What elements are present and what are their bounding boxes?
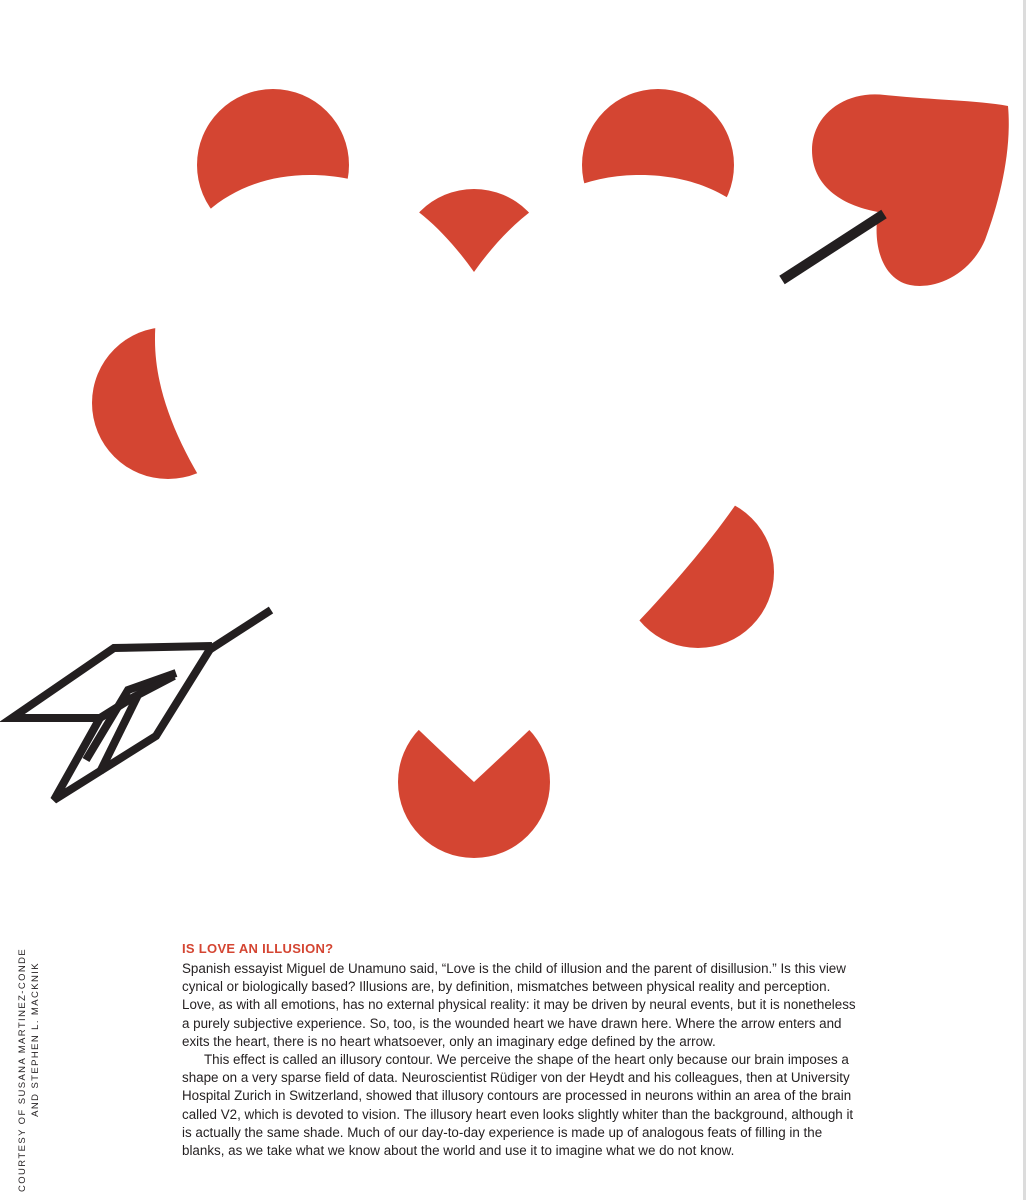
arrow-fletching: [12, 646, 212, 800]
credit-line-1: COURTESY OF SUSANA MARTINEZ-CONDE: [17, 947, 28, 1192]
article-headline: IS LOVE AN ILLUSION?: [182, 941, 334, 956]
photo-credit: [16, 947, 50, 1192]
article-paragraph-1: Spanish essayist Miguel de Unamuno said, “Love is the child of illusion and the parent of disillusion.” Is this view cynical or biologically based? Illusions are, by definition, mismatches between physical reality and perception. Love, as with all emotions, has no external physical reality: it may be driven by neural events, but it is nonetheless a purely subjective experience. So, too, is the wounded heart we have drawn here. Where the arrow enters and exits the heart, there is no heart whatsoever, only an imaginary edge defined by the arrow.: [182, 961, 856, 1049]
inducer-circle-center-top: [398, 189, 550, 341]
inducer-circle-bottom: [398, 706, 550, 858]
arrow-shaft-back: [206, 610, 271, 652]
inducer-circle-right: [622, 496, 774, 648]
arrow-shaft-front: [782, 214, 884, 280]
photo-credit-text: [16, 947, 50, 1192]
credit-line-2: AND STEPHEN L. MACKNIK: [30, 962, 41, 1117]
inducer-circle-top-right: [582, 89, 734, 241]
arrowhead-heart: [812, 94, 1009, 286]
article-body: [182, 940, 858, 1160]
inducer-circles: [92, 89, 774, 858]
inducer-circle-left: [92, 327, 244, 479]
article-paragraph-2: This effect is called an illusory contour. We perceive the shape of the heart only because our brain imposes a shape on a very sparse field of data. Neuroscientist Rüdiger von der Heydt and his colleagues, then at University Hospital Zurich in Switzerland, showed that illusory contours are processed in neurons within an area of the brain called V2, which is devoted to vision. The illusory heart even looks slightly whiter than the background, although it is actually the same shade. Much of our day-to-day experience is made up of analogous feats of filling in the blanks, as we take what we know about the world and use it to imagine what we do not know.: [182, 1052, 854, 1159]
inducer-circle-top-left: [197, 89, 349, 241]
